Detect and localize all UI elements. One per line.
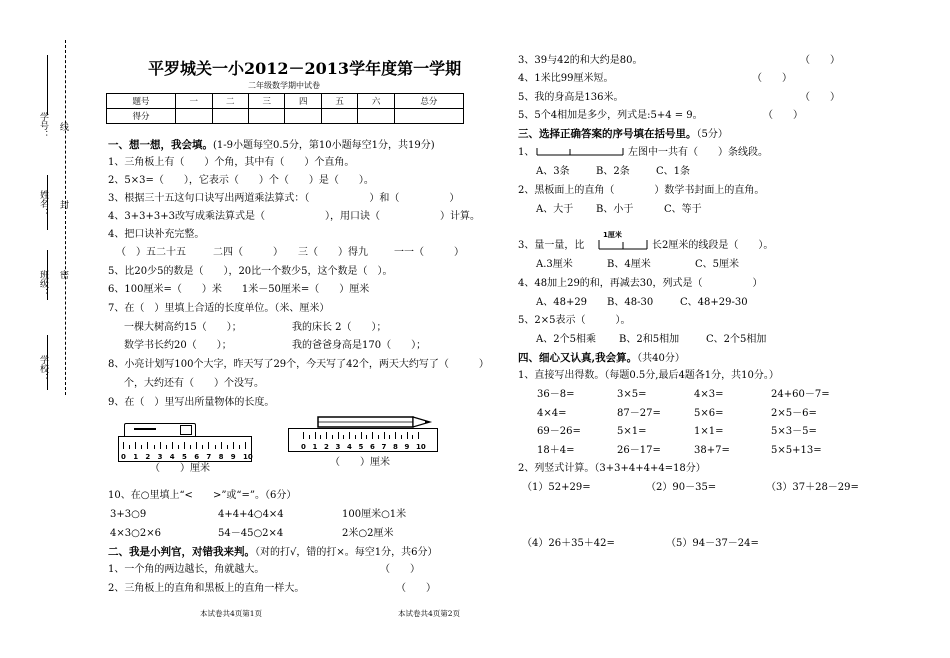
oral-calc-item: 18＋4=: [537, 445, 575, 456]
s3-q1: 左图中一共有（ ）条线段。: [628, 147, 768, 158]
oral-calc-item: 38+7=: [694, 445, 730, 456]
number-label: 学号：: [38, 112, 48, 139]
s2-q4: 4、1米比99厘米短。: [518, 73, 614, 84]
ruler-half-tick: [366, 435, 367, 439]
s2-q6-blank[interactable]: （ ）: [763, 110, 803, 121]
score-cell[interactable]: [285, 109, 321, 124]
oral-calc-item: 2×5－6=: [771, 408, 817, 419]
s3-q4-option: C、48+29-30: [680, 297, 748, 308]
s3-q2-option: B、小于: [596, 204, 634, 215]
score-cell[interactable]: [249, 109, 285, 124]
s1-q2: 2、5×3=（ ），它表示（ ）个（ ）是（ ）。: [108, 175, 374, 186]
s1-q4: 4、3+3+3+3改写成乘法算式是（ ），用口诀（ ）计算。: [108, 211, 480, 222]
score-header-cell: 二: [212, 94, 248, 109]
s2-q5: 5、我的身高是136米。: [518, 92, 624, 103]
ruler-half-tick: [389, 435, 390, 439]
score-cell[interactable]: [394, 109, 463, 124]
s3-q1-option: A、3条: [536, 166, 570, 177]
ruler-tick: [349, 432, 350, 439]
ruler-half-tick: [190, 445, 191, 449]
ruler-tick: [245, 442, 246, 449]
ruler2-answer: （ ）厘米: [330, 457, 390, 468]
score-cell[interactable]: [358, 109, 394, 124]
ruler-half-tick: [378, 435, 379, 439]
s3-q4-option: B、48-30: [607, 297, 654, 308]
s1-q9: 8、小亮计划写100个大字，昨天写了29个，今天写了42个，两天大约写了（ ）: [108, 359, 489, 370]
ruler-number: 1: [133, 453, 139, 461]
oral-calc-item: 5×3－5=: [771, 426, 817, 437]
school-label: 学校：: [38, 355, 48, 382]
compare-item: 4+4+4○4×4: [218, 509, 284, 520]
ruler-tick: [372, 432, 373, 439]
ruler-half-tick: [309, 435, 310, 439]
ruler-tick: [184, 442, 185, 449]
ruler-tick: [196, 442, 197, 449]
s1-q8-b: 我的床长 2（ ）；: [292, 322, 387, 333]
s4-q2: 2、列竖式计算。（3+3+4+4+4=18分）: [518, 463, 706, 474]
s2-q5-blank[interactable]: （ ）: [800, 92, 840, 103]
one-cm-segment: [598, 239, 650, 251]
ruler-tick: [326, 432, 327, 439]
oral-calc-item: 3×5=: [617, 389, 647, 400]
ruler-tick: [407, 432, 408, 439]
score-cell[interactable]: [176, 109, 212, 124]
s1-q7: 6、100厘米=（ ）米 1米－50厘米=（ ）厘米: [108, 284, 370, 295]
ruler-half-tick: [401, 435, 402, 439]
ruler-half-tick: [320, 435, 321, 439]
ruler-tick: [208, 442, 209, 449]
oral-calc-item: 69－26=: [537, 426, 581, 437]
vertical-calc-item: （5）94－37－24=: [666, 538, 759, 549]
ruler-number: 6: [194, 453, 200, 461]
oral-calc-item: 24+60－7=: [771, 389, 830, 400]
ruler-tick: [418, 432, 419, 439]
section2-note: （对的打√，错的打×。每空1分，共6分）: [255, 547, 438, 558]
ruler-number: 0: [301, 443, 306, 451]
s1-q5-item: 一一（ ）: [394, 247, 464, 258]
ruler-number: 10: [416, 443, 426, 451]
oral-calc-item: 5×1=: [617, 426, 647, 437]
ruler-half-tick: [332, 435, 333, 439]
s3-q3-option: A.3厘米: [536, 259, 573, 270]
section3-note: （5分）: [696, 129, 728, 140]
ruler-number: 5: [182, 453, 187, 461]
s1-q6: 5、比20少5的数是（ ），20比一个数少5，这个数是（ ）。: [108, 266, 393, 277]
s2-q1: 1、一个角的两边越长，角就越大。: [108, 564, 265, 575]
ruler-tick: [315, 432, 316, 439]
exam-subtitle: 二年级数学期中试卷: [248, 81, 320, 90]
score-header-cell: 三: [249, 94, 285, 109]
s2-q2: 2、三角板上的直角和黑板上的直角一样大。: [108, 583, 305, 594]
ruler-half-tick: [178, 445, 179, 449]
score-cell[interactable]: [321, 109, 357, 124]
eraser-stripe: [134, 428, 156, 430]
ruler-number: 10: [243, 453, 253, 461]
ruler-tick: [303, 432, 304, 439]
s3-q1-option: B、2条: [596, 166, 630, 177]
eraser-end: [180, 425, 192, 435]
section2-title: 二、我是小判官，对错我来判。: [108, 546, 255, 558]
section3-heading: [518, 128, 728, 141]
score-table-score-row: [107, 109, 464, 124]
ruler-number: 4: [347, 443, 352, 451]
s2-q3-blank[interactable]: （ ）: [800, 55, 840, 66]
s3-q4-option: A、48+29: [536, 297, 588, 308]
compare-item: 100厘米○1米: [342, 509, 407, 520]
ruler-tick: [135, 442, 136, 449]
s1-q5-item: （ ）五二十五: [116, 247, 186, 258]
oral-calc-item: 4×4=: [537, 408, 567, 419]
s1-q5-item: 二四（ ）: [213, 247, 283, 258]
s2-q2-blank[interactable]: （ ）: [396, 583, 436, 594]
number-field[interactable]: [47, 55, 48, 115]
ruler-tick: [123, 442, 124, 449]
ruler-half-tick: [239, 445, 240, 449]
score-table-header-row: [107, 94, 464, 109]
score-table: [106, 93, 464, 124]
score-header-cell: 一: [176, 94, 212, 109]
ruler-half-tick: [355, 435, 356, 439]
ruler-1: [118, 436, 252, 462]
xian-mark: 线: [58, 122, 68, 131]
s3-q5-option: B、2和5相加: [619, 334, 680, 345]
s3-q3-option: C、5厘米: [695, 259, 740, 270]
ruler-number: 9: [230, 453, 236, 461]
s2-q4-blank[interactable]: （ ）: [752, 73, 792, 84]
s1-q9b: 个，大约还有（ ）个没写。: [124, 378, 264, 389]
ruler-tick: [221, 442, 222, 449]
score-header-cell: 六: [358, 94, 394, 109]
ruler-half-tick: [227, 445, 228, 449]
oral-calc-item: 36－8=: [537, 389, 575, 400]
s4-q1: 1、直接写出得数。（每题0.5分,最后4题各1分，共10分。）: [518, 370, 779, 381]
ruler-tick: [233, 442, 234, 449]
vertical-calc-item: （1）52+29=: [522, 482, 591, 493]
ruler-number: 9: [404, 443, 410, 451]
s2-q3: 3、39与42的和大约是80。: [518, 55, 643, 66]
s3-q4: 4、48加上29的和，再减去30，列式是（ ）: [518, 278, 763, 289]
ruler-tick: [395, 432, 396, 439]
s1-q5-item: 三（ ）得九: [298, 247, 368, 258]
ruler-half-tick: [202, 445, 203, 449]
ruler-number: 4: [169, 453, 175, 461]
ruler-tick: [361, 432, 362, 439]
ruler-number: 8: [218, 453, 224, 461]
ruler-number: 7: [381, 443, 387, 451]
s1-q5: 4、把口诀补充完整。: [108, 229, 205, 240]
ruler-half-tick: [412, 435, 413, 439]
s3-q5-option: A、2个5相乘: [536, 334, 596, 345]
s3-q5: 5、2×5表示（ ）。: [518, 315, 631, 326]
oral-calc-item: 1×1=: [694, 426, 724, 437]
ruler-number: 3: [335, 443, 341, 451]
s3-q1-option: C、1条: [656, 166, 691, 177]
s1-q8-d: 我的爸爸身高是170（ ）；: [292, 340, 427, 351]
s2-q1-blank[interactable]: （ ）: [380, 564, 420, 575]
ruler-number: 2: [145, 453, 151, 461]
class-field[interactable]: [47, 250, 48, 300]
score-header-cell: 四: [285, 94, 321, 109]
name-field[interactable]: [47, 175, 48, 230]
s3-q3: 长2厘米的线段是（ ）。: [652, 240, 774, 251]
ruler-tick: [160, 442, 161, 449]
ruler1-answer: （ ）厘米: [150, 463, 210, 474]
s1-q1: 1、三角板上有（ ）个角，其中有（ ）个直角。: [108, 157, 355, 168]
s2-q6: 5、5个4相加是多少，列式是:5+4 = 9。: [518, 110, 703, 121]
section3-title: 三、选择正确答案的序号填在括号里。: [518, 128, 697, 140]
ruler-half-tick: [343, 435, 344, 439]
s1-q8-a: 一棵大树高约15（ ）；: [124, 322, 242, 333]
ruler-number: 1: [312, 443, 318, 451]
ruler-number: 6: [370, 443, 375, 451]
score-header-cell: 五: [321, 94, 357, 109]
oral-calc-item: 87－27=: [617, 408, 661, 419]
ruler-2: [288, 428, 438, 452]
section4-note: （共40分）: [637, 353, 685, 364]
segment-figure: [536, 146, 626, 158]
compare-item: 4×3○2×6: [110, 528, 161, 539]
ruler-tick: [147, 442, 148, 449]
score-row-label: 得分: [107, 109, 176, 124]
s3-q5-option: C、2个5相加: [706, 334, 767, 345]
ruler-tick: [172, 442, 173, 449]
footer-right: 本试卷共4页第2页: [398, 609, 461, 618]
compare-item: 3+3○9: [110, 509, 147, 520]
ruler-half-tick: [129, 445, 130, 449]
feng-mark: 封: [58, 200, 68, 209]
oral-calc-item: 5×5+13=: [771, 445, 822, 456]
footer-left: 本试卷共4页第1页: [200, 609, 263, 618]
ruler-half-tick: [154, 445, 155, 449]
s1-q3: 3、根据三十五这句口诀写出两道乘法算式：（ ）和（ ）: [108, 193, 460, 204]
ruler-number: 2: [324, 443, 329, 451]
vertical-calc-item: （4）26＋35＋42=: [522, 538, 615, 549]
s3-q2: 2、黑板面上的直角（ ）数学书封面上的直角。: [518, 185, 765, 196]
vertical-calc-item: （2）90－35=: [646, 482, 717, 493]
ruler-number: 3: [157, 453, 163, 461]
one-cm-label: 1厘米: [603, 231, 622, 239]
compare-item: 2米○2厘米: [342, 528, 394, 539]
compare-item: 54－45○2×4: [218, 528, 284, 539]
section1-note: (1-9小题每空0.5分，第10小题每空1分，共19分): [213, 140, 435, 151]
ruler-number: 0: [121, 453, 126, 461]
s1-q8: 7、在（ ）里填上合适的长度单位。（米、厘米）: [108, 303, 330, 314]
ruler-number: 8: [393, 443, 398, 451]
ruler-half-tick: [141, 445, 142, 449]
oral-calc-item: 4×3=: [694, 389, 724, 400]
s1-q8-c: 数学书长约20（ ）；: [124, 340, 232, 351]
name-label: 姓名：: [38, 190, 48, 217]
binding-dashed-line: [65, 40, 66, 395]
s1-q11: 10、在○里填上“< >”或“=”。（6分）: [108, 490, 297, 501]
class-label: 班级：: [38, 270, 48, 297]
s1-q10: 9、在（ ）里写出所量物体的长度。: [108, 397, 275, 408]
s3-q2-option: A、大于: [536, 204, 574, 215]
vertical-calc-item: （3）37＋28－29=: [766, 482, 859, 493]
section4-title: 四、细心又认真,我会算。: [518, 352, 638, 364]
ruler-number: 7: [206, 453, 212, 461]
mi-mark: 密: [58, 270, 68, 279]
ruler-tick: [338, 432, 339, 439]
ruler-number: 5: [358, 443, 364, 451]
ruler-half-tick: [215, 445, 216, 449]
oral-calc-item: 26－17=: [617, 445, 661, 456]
section1-title: 一、想一想，我会填。: [108, 139, 213, 151]
school-field[interactable]: [47, 335, 48, 390]
score-header-cell: 题号: [107, 94, 176, 109]
oral-calc-item: 5×6=: [694, 408, 724, 419]
s3-q2-option: C、等于: [664, 204, 702, 215]
s3-q3-prefix: 3、量一量，比: [518, 240, 585, 251]
section4-heading: [518, 352, 685, 365]
s3-q3-option: B、4厘米: [607, 259, 651, 270]
s3-q1-prefix: 1、: [518, 147, 535, 158]
score-header-cell: 总分: [394, 94, 463, 109]
section2-heading: [108, 546, 437, 559]
ruler-half-tick: [166, 445, 167, 449]
exam-title: 平罗城关一小2012－2013学年度第一学期: [148, 59, 462, 78]
score-cell[interactable]: [212, 109, 248, 124]
ruler-tick: [384, 432, 385, 439]
section1-heading: [108, 139, 435, 152]
